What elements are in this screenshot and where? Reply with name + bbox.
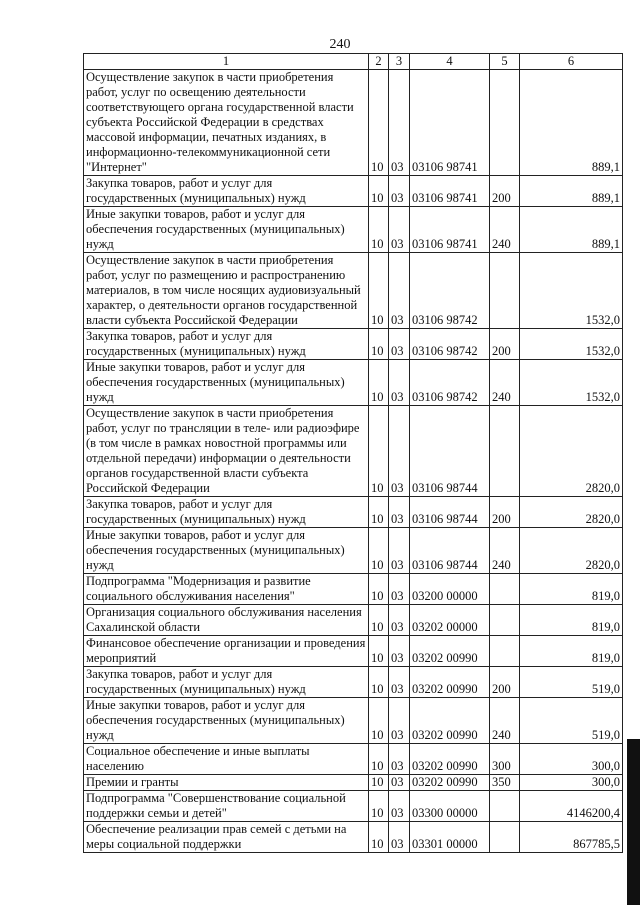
table-row [84,253,623,329]
row-subsection: 03 [389,667,410,698]
row-target-article: 03106 98744 [410,406,490,497]
row-target-article: 03202 00990 [410,744,490,775]
table-row [84,176,623,207]
row-section: 10 [369,667,389,698]
column-header: 1 [84,54,369,70]
row-expense-type: 240 [490,528,520,574]
row-expense-type [490,791,520,822]
row-target-article: 03106 98744 [410,497,490,528]
row-expense-type [490,70,520,176]
row-name: Иные закупки товаров, работ и услуг для обеспечения государственных (муниципальных) нужд [84,528,369,574]
row-amount: 889,1 [520,70,623,176]
row-subsection: 03 [389,636,410,667]
row-name: Обеспечение реализации прав семей с детьми на меры социальной поддержки [84,822,369,853]
row-section: 10 [369,329,389,360]
table-row [84,822,623,853]
row-target-article: 03202 00990 [410,775,490,791]
column-header: 6 [520,54,623,70]
table-row [84,406,623,497]
row-expense-type: 200 [490,329,520,360]
row-name: Закупка товаров, работ и услуг для государственных (муниципальных) нужд [84,329,369,360]
column-header: 5 [490,54,520,70]
row-target-article: 03202 00990 [410,636,490,667]
row-amount: 819,0 [520,574,623,605]
row-amount: 1532,0 [520,329,623,360]
row-section: 10 [369,406,389,497]
table-row [84,574,623,605]
row-name: Закупка товаров, работ и услуг для государственных (муниципальных) нужд [84,176,369,207]
row-target-article: 03106 98741 [410,176,490,207]
row-amount: 300,0 [520,775,623,791]
row-name: Социальное обеспечение и иные выплаты населению [84,744,369,775]
row-name: Осуществление закупок в части приобретения работ, услуг по освещению деятельности соответствующего органа государственной власти субъекта Российской Федерации в средствах массовой информации, печатных изданиях, в информационно-телекоммуникационной сети "Интернет" [84,70,369,176]
row-subsection: 03 [389,207,410,253]
row-subsection: 03 [389,360,410,406]
row-expense-type: 350 [490,775,520,791]
row-target-article: 03106 98744 [410,528,490,574]
row-expense-type: 200 [490,497,520,528]
row-expense-type: 200 [490,667,520,698]
table-row [84,775,623,791]
row-subsection: 03 [389,605,410,636]
table-row [84,667,623,698]
row-expense-type: 240 [490,698,520,744]
table-body [84,70,623,853]
row-name: Осуществление закупок в части приобретения работ, услуг по размещению и распространению материалов, в том числе носящих аудиовизуальный характер, о деятельности органов государственной власти субъекта Российской Федерации [84,253,369,329]
table-row [84,528,623,574]
row-expense-type [490,253,520,329]
row-amount: 819,0 [520,636,623,667]
row-subsection: 03 [389,574,410,605]
row-target-article: 03106 98741 [410,207,490,253]
row-section: 10 [369,528,389,574]
row-amount: 867785,5 [520,822,623,853]
row-target-article: 03200 00000 [410,574,490,605]
row-section: 10 [369,822,389,853]
row-subsection: 03 [389,253,410,329]
row-amount: 1532,0 [520,360,623,406]
row-expense-type [490,574,520,605]
table-header-row [84,54,623,70]
row-section: 10 [369,775,389,791]
row-target-article: 03300 00000 [410,791,490,822]
row-subsection: 03 [389,497,410,528]
table-row [84,744,623,775]
row-subsection: 03 [389,822,410,853]
row-expense-type: 300 [490,744,520,775]
row-amount: 300,0 [520,744,623,775]
row-expense-type [490,605,520,636]
row-subsection: 03 [389,775,410,791]
row-amount: 819,0 [520,605,623,636]
column-header: 2 [369,54,389,70]
row-section: 10 [369,605,389,636]
row-name: Закупка товаров, работ и услуг для государственных (муниципальных) нужд [84,667,369,698]
table-row [84,329,623,360]
row-expense-type: 240 [490,360,520,406]
row-section: 10 [369,497,389,528]
row-amount: 889,1 [520,207,623,253]
scan-edge-mark [627,739,640,905]
row-amount: 2820,0 [520,497,623,528]
table-row [84,605,623,636]
row-target-article: 03106 98742 [410,329,490,360]
table-row [84,207,623,253]
table-row [84,70,623,176]
row-section: 10 [369,207,389,253]
row-target-article: 03202 00000 [410,605,490,636]
row-name: Финансовое обеспечение организации и проведения мероприятий [84,636,369,667]
row-name: Организация социального обслуживания населения Сахалинской области [84,605,369,636]
row-subsection: 03 [389,70,410,176]
row-name: Иные закупки товаров, работ и услуг для обеспечения государственных (муниципальных) нужд [84,698,369,744]
row-amount: 2820,0 [520,406,623,497]
row-subsection: 03 [389,176,410,207]
row-subsection: 03 [389,528,410,574]
row-name: Премии и гранты [84,775,369,791]
row-expense-type [490,636,520,667]
row-section: 10 [369,636,389,667]
table-row [84,497,623,528]
row-name: Иные закупки товаров, работ и услуг для обеспечения государственных (муниципальных) нужд [84,207,369,253]
row-subsection: 03 [389,329,410,360]
budget-table [83,53,623,853]
table-row [84,698,623,744]
page-number: 240 [329,37,351,52]
row-section: 10 [369,253,389,329]
row-target-article: 03202 00990 [410,698,490,744]
row-target-article: 03106 98742 [410,360,490,406]
table-row [84,791,623,822]
row-subsection: 03 [389,406,410,497]
row-subsection: 03 [389,698,410,744]
table-row [84,636,623,667]
row-expense-type [490,406,520,497]
row-target-article: 03301 00000 [410,822,490,853]
row-amount: 519,0 [520,667,623,698]
row-section: 10 [369,176,389,207]
row-subsection: 03 [389,744,410,775]
row-name: Подпрограмма "Модернизация и развитие социального обслуживания населения" [84,574,369,605]
row-name: Осуществление закупок в части приобретения работ, услуг по трансляции в теле- или радиоэфире (в том числе в рамках новостной программы или отдельной передачи) информации о деятельности органов государственной власти субъекта Российской Федерации [84,406,369,497]
row-expense-type: 200 [490,176,520,207]
row-amount: 1532,0 [520,253,623,329]
row-name: Иные закупки товаров, работ и услуг для обеспечения государственных (муниципальных) нужд [84,360,369,406]
table-row [84,360,623,406]
row-amount: 889,1 [520,176,623,207]
row-section: 10 [369,360,389,406]
row-amount: 4146200,4 [520,791,623,822]
row-section: 10 [369,574,389,605]
row-target-article: 03106 98742 [410,253,490,329]
row-section: 10 [369,744,389,775]
row-name: Подпрограмма "Совершенствование социальной поддержки семьи и детей" [84,791,369,822]
row-section: 10 [369,70,389,176]
row-amount: 2820,0 [520,528,623,574]
row-expense-type: 240 [490,207,520,253]
row-amount: 519,0 [520,698,623,744]
row-section: 10 [369,791,389,822]
row-target-article: 03106 98741 [410,70,490,176]
column-header: 3 [389,54,410,70]
row-target-article: 03202 00990 [410,667,490,698]
column-header: 4 [410,54,490,70]
row-section: 10 [369,698,389,744]
row-expense-type [490,822,520,853]
row-name: Закупка товаров, работ и услуг для государственных (муниципальных) нужд [84,497,369,528]
row-subsection: 03 [389,791,410,822]
